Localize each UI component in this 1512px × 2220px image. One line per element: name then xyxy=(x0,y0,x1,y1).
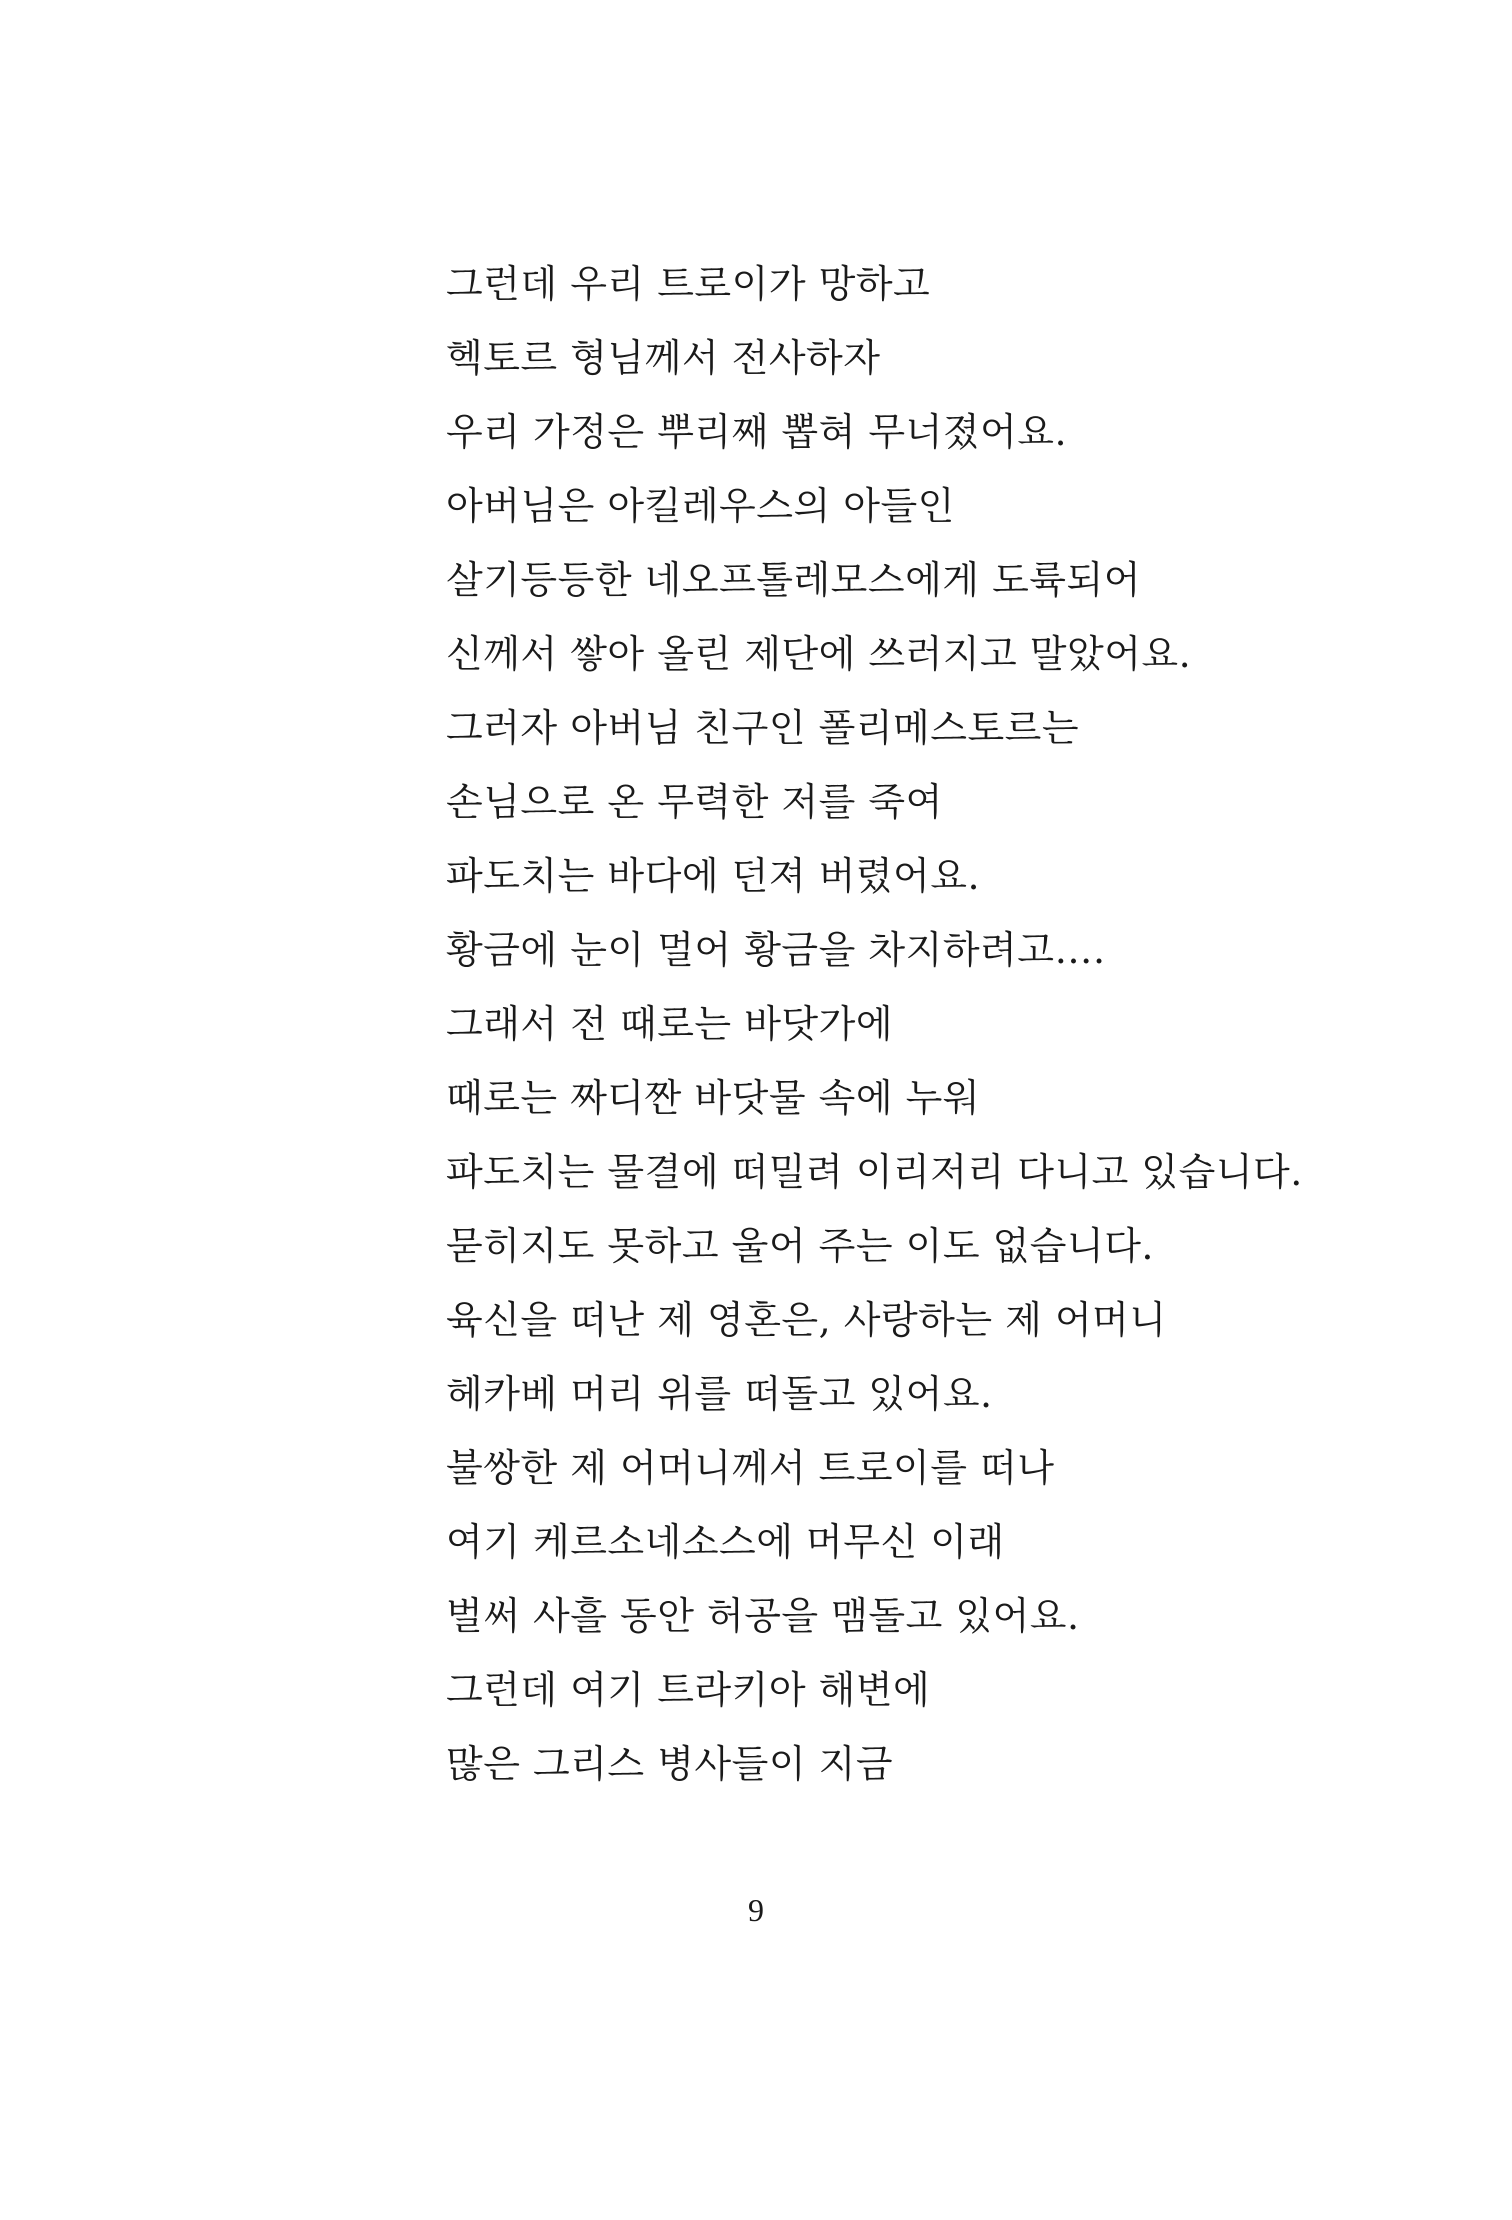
poem-line: 파도치는 물결에 떠밀려 이리저리 다니고 있습니다. xyxy=(446,1150,1303,1194)
poem-line: 묻히지도 못하고 울어 주는 이도 없습니다. xyxy=(446,1224,1155,1268)
poem-line: 그래서 전 때로는 바닷가에 xyxy=(446,1002,894,1046)
poem-line: 육신을 떠난 제 영혼은, 사랑하는 제 어머니 xyxy=(446,1298,1167,1342)
poem-line: 불쌍한 제 어머니께서 트로이를 떠나 xyxy=(446,1446,1055,1490)
poem-text xyxy=(446,247,1446,1801)
poem-line: 그런데 우리 트로이가 망하고 xyxy=(446,262,931,306)
poem-line: 파도치는 바다에 던져 버렸어요. xyxy=(446,854,981,898)
poem-line: 벌써 사흘 동안 허공을 맴돌고 있어요. xyxy=(446,1594,1080,1638)
poem-line: 때로는 짜디짠 바닷물 속에 누워 xyxy=(446,1076,981,1120)
poem-line: 손님으로 온 무력한 저를 죽여 xyxy=(446,780,943,824)
page-number: 9 xyxy=(748,1892,764,1928)
poem-line: 헤카베 머리 위를 떠돌고 있어요. xyxy=(446,1372,993,1416)
poem-line: 헥토르 형님께서 전사하자 xyxy=(446,336,881,380)
poem-line: 많은 그리스 병사들이 지금 xyxy=(446,1742,894,1786)
poem-line: 그러자 아버님 친구인 폴리메스토르는 xyxy=(446,706,1080,750)
poem-line: 여기 케르소네소스에 머무신 이래 xyxy=(446,1520,1005,1564)
poem-line: 신께서 쌓아 올린 제단에 쓰러지고 말았어요. xyxy=(446,632,1192,676)
poem-line: 황금에 눈이 멀어 황금을 차지하려고…. xyxy=(446,928,1106,972)
poem-line: 아버님은 아킬레우스의 아들인 xyxy=(446,484,955,528)
poem-line: 우리 가정은 뿌리째 뽑혀 무너졌어요. xyxy=(446,410,1068,454)
poem-line: 살기등등한 네오프톨레모스에게 도륙되어 xyxy=(446,558,1141,602)
poem-line: 그런데 여기 트라키아 해변에 xyxy=(446,1668,931,1712)
